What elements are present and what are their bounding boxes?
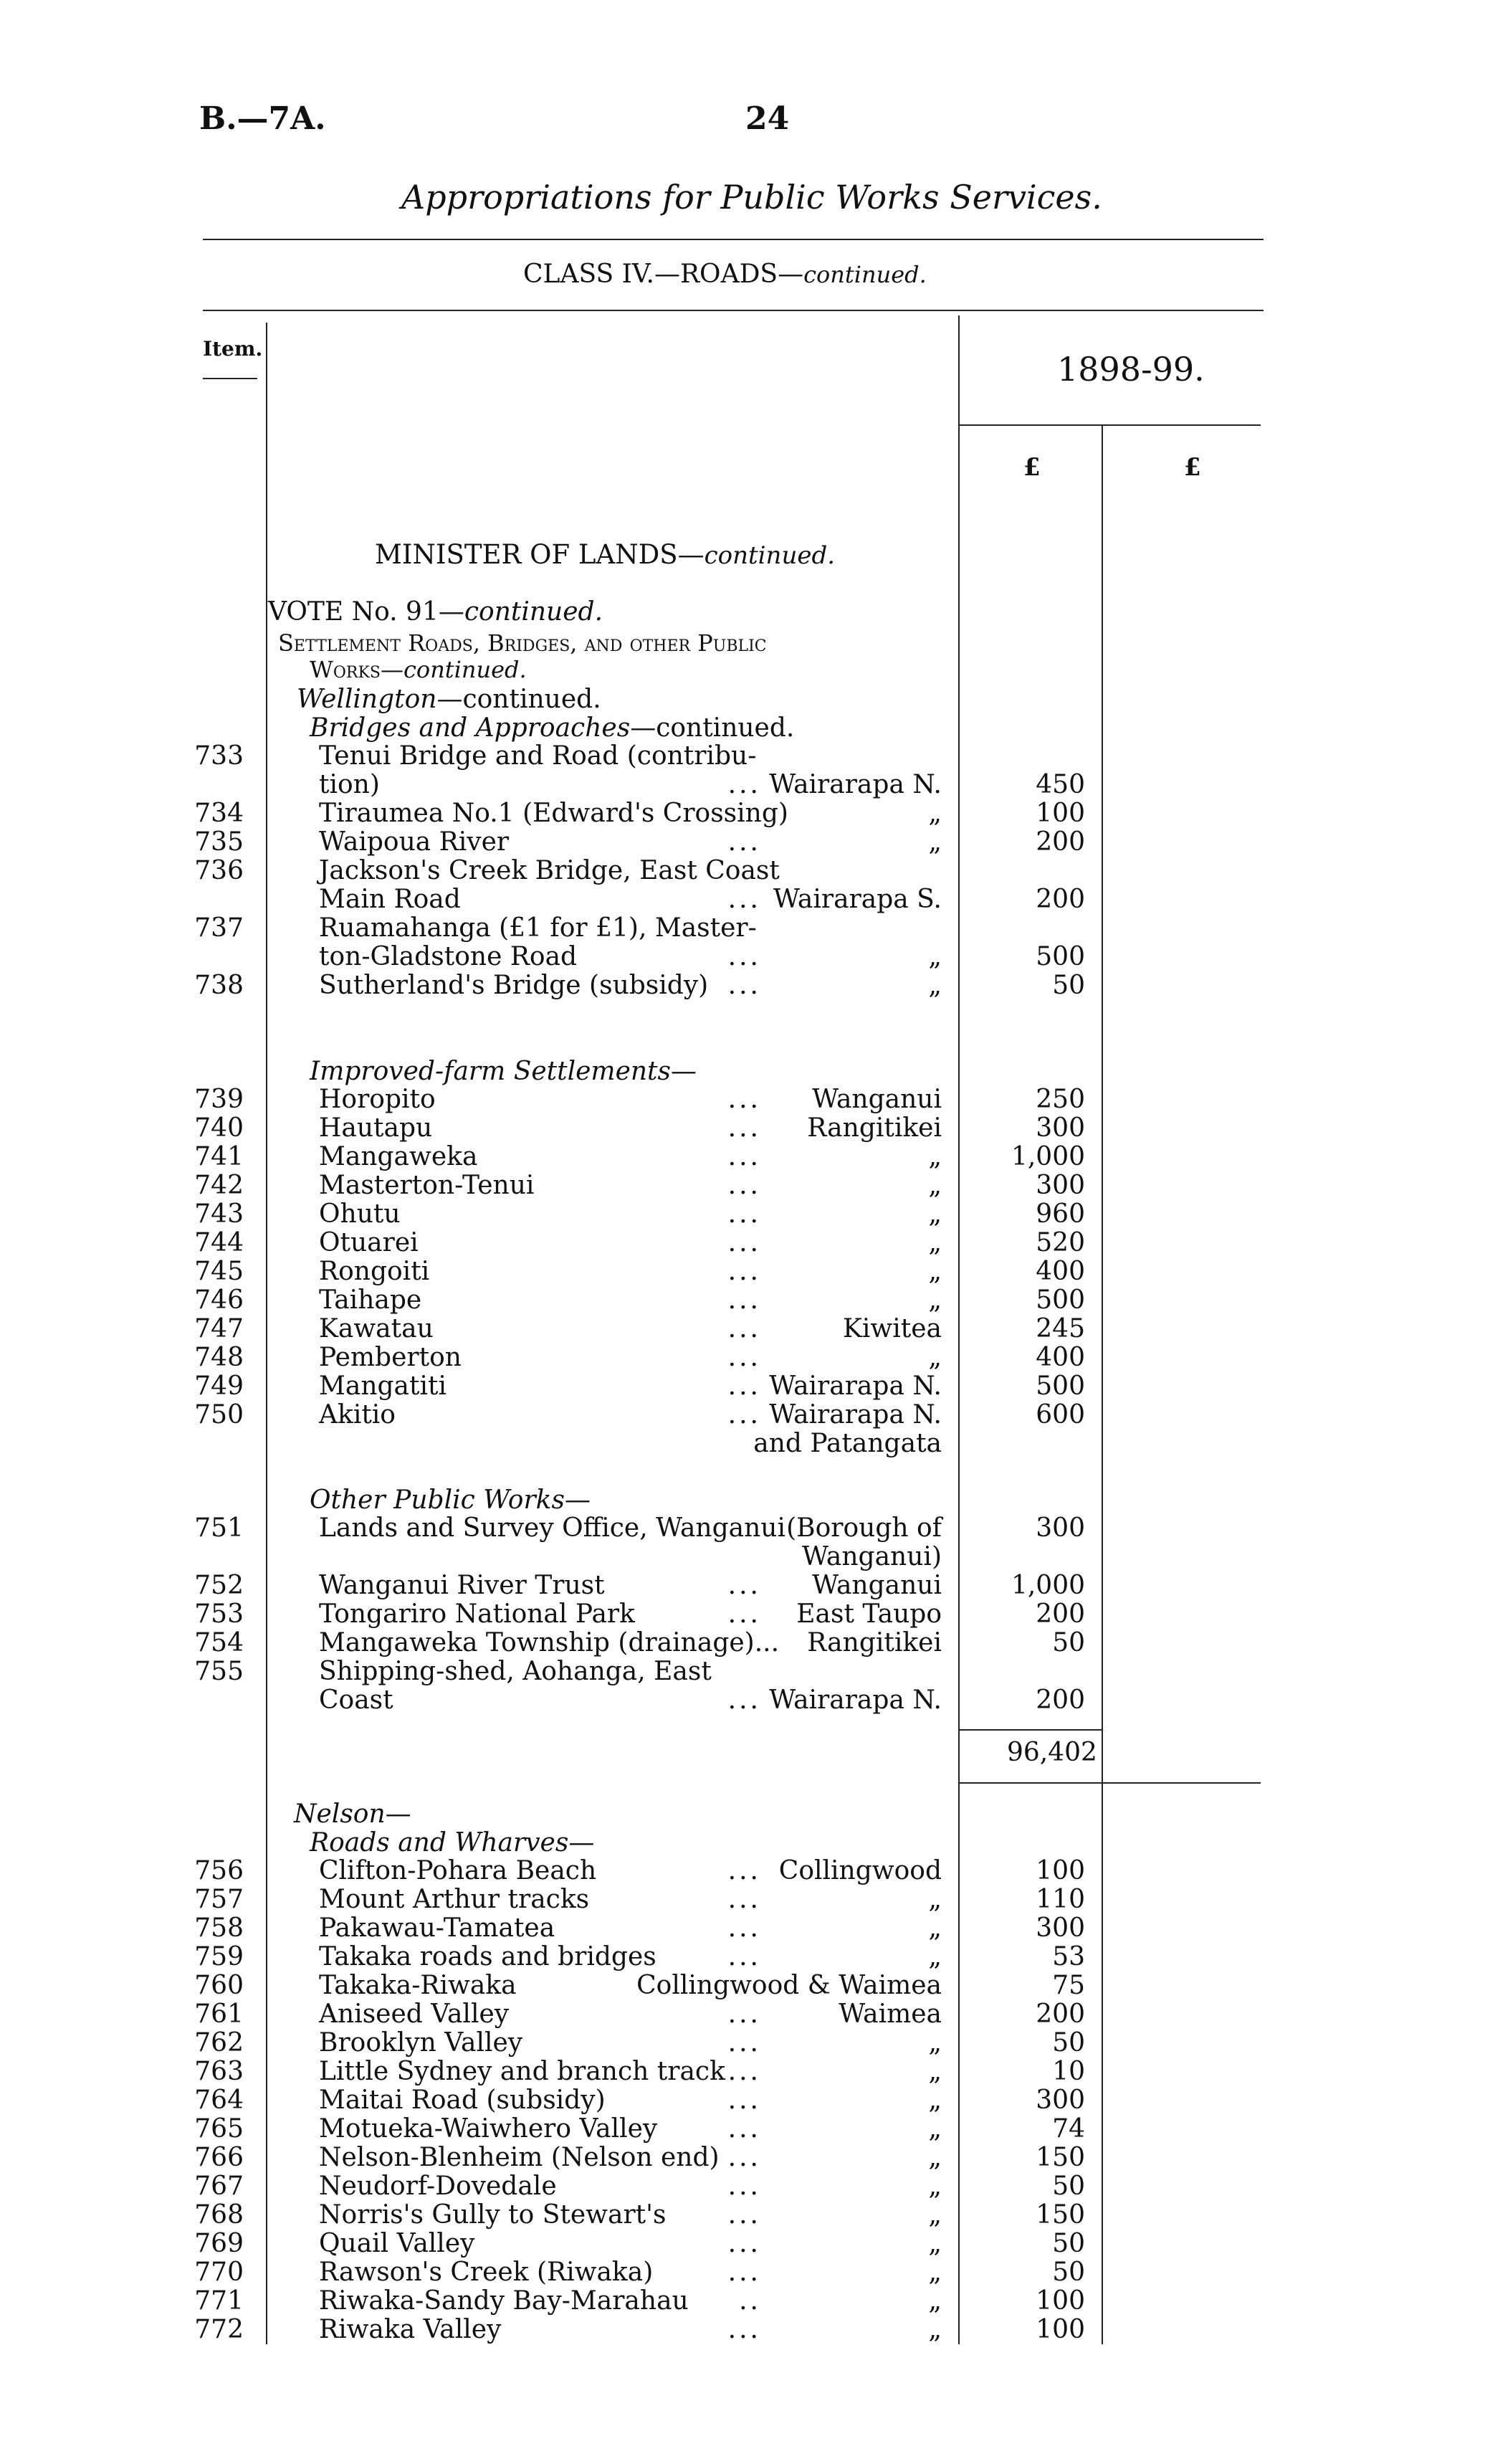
item-locality: „ (928, 2143, 942, 2172)
item-amount: 200 (1036, 1999, 1085, 2029)
roads-wharves-heading: Roads and Wharves— (310, 1828, 595, 1857)
item-locality: „ (928, 942, 942, 971)
item-amount: 50 (1052, 2028, 1085, 2058)
class-title-suffix: continued. (803, 261, 927, 288)
item-locality: „ (928, 1343, 942, 1372)
leader-dots: ... (727, 1171, 761, 1200)
item-amount: 520 (1036, 1228, 1085, 1257)
table-row (0, 1943, 1490, 1971)
item-amount: 53 (1052, 1942, 1085, 1971)
title-rule (203, 239, 1264, 240)
item-number: 771 (194, 2286, 244, 2316)
item-amount: 110 (1036, 1885, 1085, 1914)
table-row (0, 2230, 1490, 2258)
table-row (0, 2258, 1490, 2287)
item-locality: (Borough of (786, 1513, 942, 1543)
item-number: 759 (194, 1942, 244, 1971)
item-description: Kawatau (319, 1314, 434, 1343)
item-locality: Rangitikei (807, 1628, 942, 1657)
table-row (0, 1372, 1490, 1401)
item-number: 765 (194, 2114, 244, 2144)
class-title-main: CLASS IV.—ROADS— (523, 260, 804, 289)
item-amount: 50 (1052, 971, 1085, 1000)
item-amount: 300 (1036, 1913, 1085, 1943)
item-locality: Rangitikei (807, 1113, 942, 1143)
leader-dots: ... (727, 1199, 761, 1229)
item-description: Motueka-Waiwhero Valley (319, 2114, 658, 2144)
leader-dots: ... (727, 971, 761, 1000)
class-rule (203, 310, 1264, 311)
ministry-main: MINISTER OF LANDS— (375, 539, 705, 570)
leader-dots: ... (727, 1400, 761, 1430)
leader-dots: ... (727, 2229, 761, 2258)
item-locality: East Taupo (796, 1599, 942, 1629)
item-amount: 300 (1036, 1113, 1085, 1143)
item-locality: „ (928, 1257, 942, 1286)
item-number: 736 (194, 856, 244, 885)
table-row (0, 2000, 1490, 2029)
subtotal-amount: 96,402 (1007, 1738, 1097, 1767)
item-locality: „ (928, 2028, 942, 2058)
item-description: Takaka roads and bridges (319, 1942, 656, 1971)
item-amount: 1,000 (1011, 1142, 1085, 1171)
table-row (0, 1200, 1490, 1229)
page-number: 24 (745, 100, 790, 137)
leader-dots: ... (727, 2172, 761, 2201)
item-number: 737 (194, 913, 244, 943)
table-row (0, 885, 1490, 914)
item-number: 756 (194, 1856, 244, 1885)
table-row (0, 828, 1490, 857)
item-locality: Collingwood & Waimea (636, 1971, 942, 2000)
item-locality: „ (928, 2229, 942, 2258)
item-amount: 300 (1036, 1513, 1085, 1543)
leader-dots: ... (727, 1113, 761, 1143)
item-number: 762 (194, 2028, 244, 2058)
item-number: 735 (194, 827, 244, 857)
leader-dots: ... (727, 1942, 761, 1971)
table-row (0, 914, 1490, 943)
item-number: 750 (194, 1400, 244, 1430)
item-description: Waipoua River (319, 827, 510, 857)
item-description: Takaka-Riwaka (319, 1971, 517, 2000)
item-description: Mangaweka (319, 1142, 478, 1171)
table-row (0, 1143, 1490, 1171)
settlement-heading-line1: Settlement Roads, Bridges, and other Public (278, 629, 767, 657)
table-row (0, 771, 1490, 799)
leader-dots: ... (727, 1142, 761, 1171)
leader-dots: ... (727, 942, 761, 971)
leader-dots: ... (727, 1257, 761, 1286)
item-description: Taihape (319, 1285, 422, 1315)
item-description: Pemberton (319, 1343, 462, 1372)
leader-dots: ... (727, 1371, 761, 1401)
item-locality: „ (928, 827, 942, 857)
item-number: 752 (194, 1571, 244, 1600)
item-description: Mount Arthur tracks (319, 1885, 590, 1914)
item-locality: Wairarapa N. (769, 770, 942, 799)
item-amount: 150 (1036, 2143, 1085, 2172)
year-column-header: 1898-99. (1057, 350, 1205, 389)
item-amount: 200 (1036, 827, 1085, 857)
table-row (0, 1430, 1490, 1458)
item-description: Tongariro National Park (319, 1599, 635, 1629)
table-row (0, 2172, 1490, 2201)
currency-label-2: £ (1184, 453, 1201, 482)
item-description: Little Sydney and branch track (319, 2057, 725, 2086)
bridges-suffix: —continued. (630, 713, 795, 743)
leader-dots: ... (727, 1228, 761, 1257)
table-row (0, 2144, 1490, 2172)
item-number: 745 (194, 1257, 244, 1286)
item-number: 764 (194, 2085, 244, 2115)
item-description: Coast (319, 1685, 393, 1715)
item-number: 733 (194, 741, 244, 771)
bridges-main: Bridges and Approaches (310, 713, 631, 743)
table-row (0, 1657, 1490, 1686)
table-row (0, 742, 1490, 771)
item-number: 740 (194, 1113, 244, 1143)
item-locality: „ (928, 1285, 942, 1315)
item-number: 760 (194, 1971, 244, 2000)
item-description: Ruamahanga (£1 for £1), Master- (319, 913, 757, 943)
item-amount: 245 (1036, 1314, 1085, 1343)
leader-dots: ... (727, 2114, 761, 2144)
item-description: Mangaweka Township (drainage)... (319, 1628, 780, 1657)
nelson-heading: Nelson— (294, 1799, 411, 1829)
table-row (0, 2316, 1490, 2344)
ministry-heading (375, 539, 835, 570)
page-title: Appropriations for Public Works Services. (401, 178, 1102, 217)
item-locality: „ (928, 1171, 942, 1200)
item-description: Shipping-shed, Aohanga, East (319, 1657, 712, 1686)
leader-dots: ... (727, 1343, 761, 1372)
item-locality: „ (928, 2200, 942, 2230)
item-description: Norris's Gully to Stewart's (319, 2200, 667, 2230)
item-amount: 1,000 (1011, 1571, 1085, 1600)
item-amount: 150 (1036, 2200, 1085, 2230)
item-description: Riwaka Valley (319, 2315, 502, 2344)
vote-main: VOTE No. 91— (268, 597, 464, 627)
item-number: 739 (194, 1085, 244, 1114)
item-number: 753 (194, 1599, 244, 1629)
item-locality: Wanganui (812, 1085, 942, 1114)
item-amount: 50 (1052, 2229, 1085, 2258)
item-locality: „ (928, 2258, 942, 2287)
leader-dots: ... (727, 2028, 761, 2058)
vote-heading (268, 597, 603, 627)
item-description: Main Road (319, 885, 461, 914)
leader-dots: ... (727, 827, 761, 857)
item-description: Rawson's Creek (Riwaka) (319, 2258, 654, 2287)
leader-dots: ... (727, 1314, 761, 1343)
item-description: ton-Gladstone Road (319, 942, 578, 971)
table-row (0, 1686, 1490, 1715)
item-description: Jackson's Creek Bridge, East Coast (319, 856, 780, 885)
item-number: 757 (194, 1885, 244, 1914)
table-row (0, 1315, 1490, 1343)
item-amount: 200 (1036, 1599, 1085, 1629)
table-row (0, 1543, 1490, 1571)
table-row (0, 1514, 1490, 1543)
wellington-heading (297, 685, 601, 714)
item-locality: „ (928, 1913, 942, 1943)
table-row (0, 2086, 1490, 2115)
item-number: 738 (194, 971, 244, 1000)
item-amount: 75 (1052, 1971, 1085, 2000)
item-amount: 50 (1052, 2258, 1085, 2287)
item-locality: „ (928, 2286, 942, 2316)
leader-dots: ... (727, 1599, 761, 1629)
leader-dots: ... (727, 2057, 761, 2086)
leader-dots: ... (727, 2200, 761, 2230)
item-amount: 450 (1036, 770, 1085, 799)
item-number: 758 (194, 1913, 244, 1943)
item-amount: 50 (1052, 2172, 1085, 2201)
item-locality: „ (928, 2172, 942, 2201)
leader-dots: ... (727, 1885, 761, 1914)
item-amount: 300 (1036, 1171, 1085, 1200)
item-locality: Wairarapa N. (769, 1371, 942, 1401)
item-number: 751 (194, 1513, 244, 1543)
wellington-suffix: —continued. (436, 685, 601, 714)
item-locality: Wairarapa N. (769, 1400, 942, 1430)
table-row (0, 2029, 1490, 2058)
table-row (0, 1914, 1490, 1943)
leader-dots: ... (727, 1913, 761, 1943)
leader-dots: ... (727, 1571, 761, 1600)
document-code: B.—7A. (199, 100, 326, 137)
item-description: Rongoiti (319, 1257, 430, 1286)
item-description: Maitai Road (subsidy) (319, 2085, 606, 2115)
item-locality: „ (928, 1885, 942, 1914)
table-row (0, 1229, 1490, 1257)
item-number: 744 (194, 1228, 244, 1257)
item-amount: 200 (1036, 885, 1085, 914)
item-locality: „ (928, 2057, 942, 2086)
item-column-header: Item. (203, 337, 263, 361)
item-number: 734 (194, 799, 244, 828)
item-header-underline (203, 378, 257, 379)
item-description: Lands and Survey Office, Wanganui (319, 1513, 786, 1543)
item-description: tion) (319, 770, 380, 799)
item-amount: 74 (1052, 2114, 1085, 2144)
item-amount: 200 (1036, 1685, 1085, 1715)
item-locality: „ (928, 1142, 942, 1171)
item-number: 754 (194, 1628, 244, 1657)
item-amount: 500 (1036, 1285, 1085, 1315)
item-locality: „ (928, 971, 942, 1000)
subtotal-rule-bottom (958, 1782, 1261, 1784)
item-number: 770 (194, 2258, 244, 2287)
item-locality: Collingwood (778, 1856, 942, 1885)
table-row (0, 1343, 1490, 1372)
leader-dots: ... (727, 885, 761, 914)
item-description: Horopito (319, 1085, 436, 1114)
item-number: 749 (194, 1371, 244, 1401)
item-locality: „ (928, 2085, 942, 2115)
item-amount: 50 (1052, 1628, 1085, 1657)
item-number: 747 (194, 1314, 244, 1343)
currency-label-1: £ (1023, 453, 1041, 482)
ministry-suffix: continued. (704, 541, 836, 570)
improved-farm-heading: Improved-farm Settlements— (310, 1057, 697, 1086)
table-row (0, 2287, 1490, 2316)
leader-dots: ... (727, 1285, 761, 1315)
item-description: Pakawau-Tamatea (319, 1913, 555, 1943)
settlement-heading-line2 (310, 656, 527, 683)
leader-dots: ... (727, 2143, 761, 2172)
table-row (0, 2201, 1490, 2230)
item-amount: 250 (1036, 1085, 1085, 1114)
table-row (0, 971, 1490, 1000)
item-locality: Kiwitea (843, 1314, 942, 1343)
item-locality: Waimea (839, 1999, 942, 2029)
item-amount: 300 (1036, 2085, 1085, 2115)
item-description: Riwaka-Sandy Bay-Marahau (319, 2286, 689, 2316)
leader-dots: .. (739, 2286, 761, 2316)
item-amount: 400 (1036, 1257, 1085, 1286)
table-row (0, 799, 1490, 828)
item-number: 742 (194, 1171, 244, 1200)
year-header-rule (958, 424, 1261, 426)
item-description: Tenui Bridge and Road (contribu- (319, 741, 757, 771)
table-row (0, 1114, 1490, 1143)
item-number: 766 (194, 2143, 244, 2172)
leader-dots: ... (727, 2258, 761, 2287)
table-row (0, 1885, 1490, 1914)
item-locality: Wanganui (812, 1571, 942, 1600)
table-row (0, 1971, 1490, 2000)
item-number: 746 (194, 1285, 244, 1315)
table-row (0, 1600, 1490, 1629)
item-locality: Wanganui) (802, 1542, 942, 1571)
item-description: Wanganui River Trust (319, 1571, 605, 1600)
leader-dots: ... (727, 770, 761, 799)
table-row (0, 1257, 1490, 1286)
item-number: 748 (194, 1343, 244, 1372)
leader-dots: ... (727, 1999, 761, 2029)
item-amount: 600 (1036, 1400, 1085, 1430)
item-locality: „ (928, 2114, 942, 2144)
table-row (0, 2058, 1490, 2086)
item-description: Ohutu (319, 1199, 401, 1229)
table-row (0, 1571, 1490, 1600)
table-row (0, 857, 1490, 885)
item-description: Aniseed Valley (319, 1999, 510, 2029)
item-number: 768 (194, 2200, 244, 2230)
item-description: Nelson-Blenheim (Nelson end) (319, 2143, 720, 2172)
table-row (0, 1171, 1490, 1200)
item-number: 761 (194, 1999, 244, 2029)
item-description: Neudorf-Dovedale (319, 2172, 557, 2201)
leader-dots: ... (727, 1685, 761, 1715)
item-locality: Wairarapa S. (773, 885, 942, 914)
item-number: 769 (194, 2229, 244, 2258)
leader-dots: ... (727, 1856, 761, 1885)
item-locality: and Patangata (753, 1429, 942, 1458)
item-amount: 100 (1036, 1856, 1085, 1885)
item-locality: „ (928, 1199, 942, 1229)
leader-dots: ... (727, 1085, 761, 1114)
item-description: Masterton-Tenui (319, 1171, 535, 1200)
item-amount: 400 (1036, 1343, 1085, 1372)
table-row (0, 1857, 1490, 1885)
table-row (0, 1629, 1490, 1657)
table-row (0, 1286, 1490, 1315)
leader-dots: ... (727, 2315, 761, 2344)
item-description: Clifton-Pohara Beach (319, 1856, 597, 1885)
item-number: 763 (194, 2057, 244, 2086)
other-public-works-heading: Other Public Works— (310, 1485, 591, 1515)
item-description: Mangatiti (319, 1371, 446, 1401)
item-amount: 960 (1036, 1199, 1085, 1229)
item-number: 755 (194, 1657, 244, 1686)
item-locality: „ (928, 2315, 942, 2344)
item-locality: „ (928, 799, 942, 828)
item-description: Tiraumea No.1 (Edward's Crossing) (319, 799, 788, 828)
vote-suffix: continued. (464, 597, 603, 627)
table-row (0, 943, 1490, 971)
item-description: Brooklyn Valley (319, 2028, 523, 2058)
settlement-line2-suffix: continued. (403, 656, 527, 683)
item-locality: „ (928, 1942, 942, 1971)
item-number: 767 (194, 2172, 244, 2201)
leader-dots: ... (727, 2085, 761, 2115)
table-row (0, 2115, 1490, 2144)
bridges-heading (310, 713, 794, 743)
table-row (0, 1401, 1490, 1430)
item-locality: „ (928, 1228, 942, 1257)
item-number: 741 (194, 1142, 244, 1171)
item-amount: 500 (1036, 1371, 1085, 1401)
item-number: 772 (194, 2315, 244, 2344)
class-title (523, 260, 927, 289)
subtotal-rule-top (958, 1729, 1102, 1731)
item-description: Akitio (319, 1400, 396, 1430)
item-amount: 500 (1036, 942, 1085, 971)
item-amount: 100 (1036, 2315, 1085, 2344)
item-amount: 10 (1052, 2057, 1085, 2086)
item-amount: 100 (1036, 799, 1085, 828)
wellington-main: Wellington (297, 685, 437, 714)
item-description: Otuarei (319, 1228, 419, 1257)
table-row (0, 1085, 1490, 1114)
item-locality: Wairarapa N. (769, 1685, 942, 1715)
item-description: Hautapu (319, 1113, 433, 1143)
item-description: Sutherland's Bridge (subsidy) (319, 971, 709, 1000)
item-amount: 100 (1036, 2286, 1085, 2316)
settlement-line2-main: Works— (310, 656, 403, 683)
item-number: 743 (194, 1199, 244, 1229)
item-description: Quail Valley (319, 2229, 475, 2258)
